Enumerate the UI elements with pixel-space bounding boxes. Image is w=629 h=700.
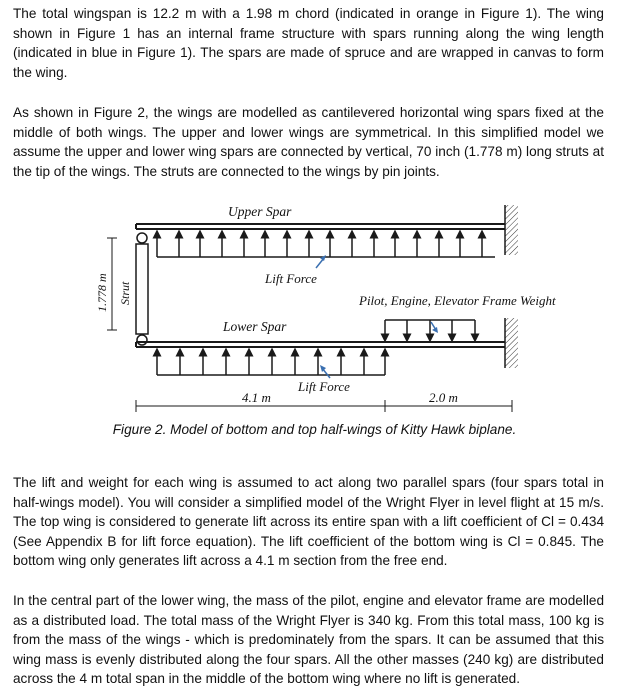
dim-left-label: 4.1 m <box>242 390 271 405</box>
lower-wall-fixed-support <box>505 318 518 368</box>
lower-spar-label: Lower Spar <box>223 319 287 334</box>
upper-wall-fixed-support <box>505 205 518 255</box>
strut <box>136 233 148 345</box>
upper-lift-load <box>157 234 495 257</box>
dim-right-label: 2.0 m <box>429 390 458 405</box>
paragraph-wingspan: The total wingspan is 12.2 m with a 1.98 m chord (indicated in orange in Figure 1). The wing shown in Figure 1 has an internal frame structure with spars running along the wing length (indicated in blue in Figure 1). The spars are made of spruce and are wrapped in canvas to form the wing. <box>13 6 604 80</box>
upper-spar <box>136 224 505 229</box>
weight-load <box>385 320 475 338</box>
paragraph-model: As shown in Figure 2, the wings are modelled as cantilevered horizontal wing spars fixed at the middle of both wings. The upper and lower wings are symmetrical. In this simplified model we assume the upper and lower wing spars are connected by vertical, 70 inch (1.778 m) long struts at the tip of the wings. The struts are connected to the wings by pin joints. <box>13 105 604 179</box>
lower-lift-force-label: Lift Force <box>298 379 350 394</box>
strut-length-label: 1.778 m <box>95 273 109 312</box>
upper-lift-force-label: Lift Force <box>265 271 317 286</box>
weight-label: Pilot, Engine, Elevator Frame Weight <box>359 293 556 308</box>
figure-caption: Figure 2. Model of bottom and top half-wings of Kitty Hawk biplane. <box>112 422 517 437</box>
paragraph-lift-weight: The lift and weight for each wing is assumed to act along two parallel spars (four spars total in half-wings model). You will consider a simplified model of the Wright Flyer in level flight at 15 m/s. The top wing is considered to generate lift across its entire span with a lift coefficient of Cl = 0.434 (See Appendix B for lift force equation). The lift coefficient of the bottom wing is Cl = 0.845. The bottom wing only generates lift across a 4.1 m section from the free end. <box>13 475 604 569</box>
paragraph-mass-distribution: In the central part of the lower wing, the mass of the pilot, engine and elevator frame are modelled as a distributed load. The total mass of the Wright Flyer is 340 kg. From this total mass, 100 kg is from the mass of the wings - which is predominately from the spars. It can be assumed that this wing mass is evenly distributed along the four spars. All the other masses (240 kg) are distributed across the 4 m total span in the middle of the bottom wing where no lift is generated. <box>13 593 604 687</box>
upper-spar-label: Upper Spar <box>228 204 292 219</box>
lower-spar <box>136 342 505 347</box>
lower-lift-load <box>157 352 385 375</box>
strut-label: Strut <box>118 281 132 305</box>
